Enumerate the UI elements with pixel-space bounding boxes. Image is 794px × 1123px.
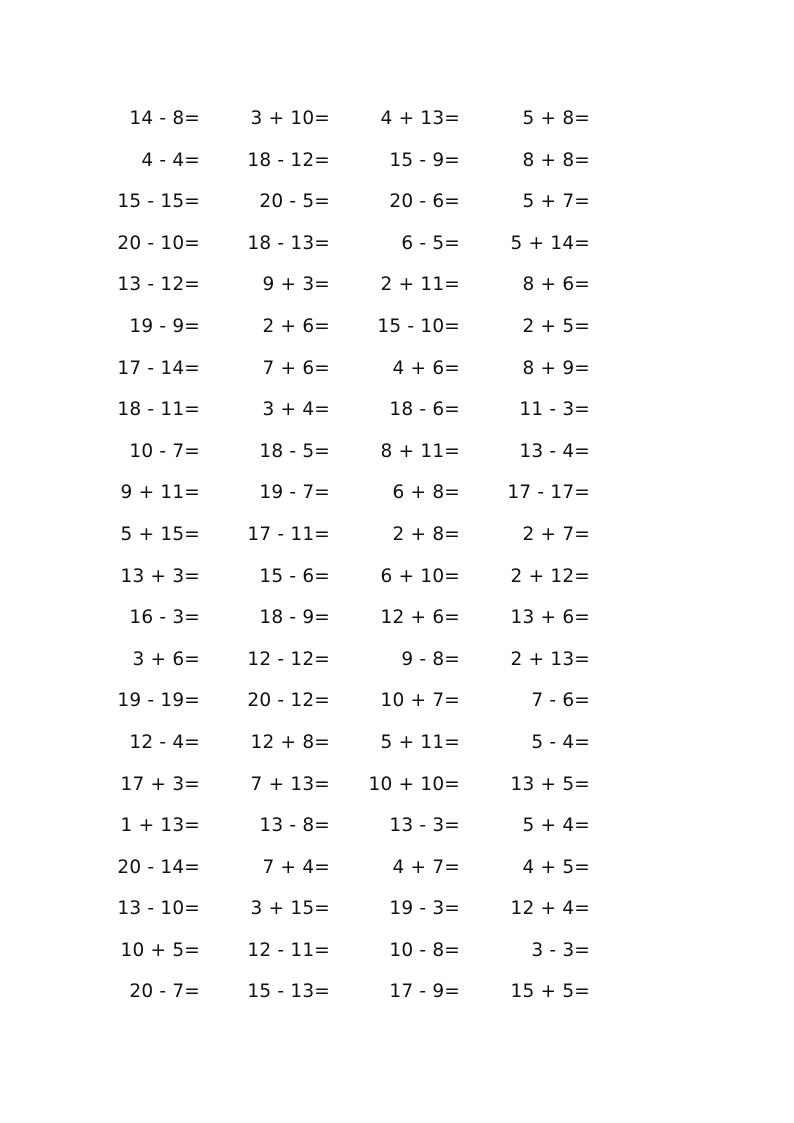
math-problem: 12 - 12= — [247, 648, 330, 670]
math-problem: 8 + 6= — [522, 274, 590, 296]
math-problem: 15 - 6= — [259, 565, 330, 587]
math-problem: 19 - 9= — [129, 315, 200, 337]
math-problem: 9 - 8= — [401, 648, 460, 670]
math-problem: 18 - 5= — [259, 440, 330, 462]
math-problem: 4 - 4= — [141, 149, 200, 171]
math-problem: 20 - 7= — [129, 981, 200, 1003]
math-problem: 5 + 8= — [522, 108, 590, 129]
math-problem: 18 - 6= — [389, 399, 460, 421]
math-problem: 17 - 11= — [247, 523, 330, 545]
math-problem: 18 - 13= — [247, 232, 330, 254]
math-problem: 13 - 10= — [117, 898, 200, 920]
math-problem: 8 + 8= — [522, 149, 590, 171]
math-problem: 6 - 5= — [401, 232, 460, 254]
math-problem: 9 + 11= — [120, 482, 200, 504]
math-problem: 13 + 5= — [510, 773, 590, 795]
math-problem: 19 - 3= — [389, 898, 460, 920]
math-problem: 2 + 13= — [510, 648, 590, 670]
math-problem: 19 - 19= — [117, 690, 200, 712]
math-problem: 18 - 9= — [259, 607, 330, 629]
math-problem: 15 - 9= — [389, 149, 460, 171]
math-problem: 13 - 8= — [259, 815, 330, 837]
math-problem: 5 + 15= — [120, 523, 200, 545]
math-problem: 7 + 6= — [262, 357, 330, 379]
math-problem: 4 + 13= — [380, 108, 460, 129]
math-problem: 18 - 12= — [247, 149, 330, 171]
math-problem: 3 + 6= — [132, 648, 200, 670]
math-problem: 12 - 4= — [129, 731, 200, 753]
math-problem: 13 + 3= — [120, 565, 200, 587]
math-problem: 17 - 14= — [117, 357, 200, 379]
math-problem: 10 + 5= — [120, 939, 200, 961]
math-problem: 4 + 6= — [392, 357, 460, 379]
math-problem: 4 + 7= — [392, 856, 460, 878]
math-problem: 2 + 6= — [262, 315, 330, 337]
math-problem: 6 + 8= — [392, 482, 460, 504]
math-problem: 2 + 7= — [522, 523, 590, 545]
math-problem: 15 - 15= — [117, 191, 200, 213]
math-problem: 12 + 6= — [380, 607, 460, 629]
math-problem: 20 - 12= — [247, 690, 330, 712]
math-problem: 15 - 10= — [377, 315, 460, 337]
math-problem: 11 - 3= — [519, 399, 590, 421]
math-problem: 14 - 8= — [129, 108, 200, 129]
math-problem: 20 - 5= — [259, 191, 330, 213]
problem-grid — [80, 98, 590, 1013]
math-problem: 20 - 14= — [117, 856, 200, 878]
math-problem: 10 + 7= — [380, 690, 460, 712]
math-problem: 13 + 6= — [510, 607, 590, 629]
math-problem: 17 - 17= — [507, 482, 590, 504]
math-problem: 20 - 10= — [117, 232, 200, 254]
math-problem: 15 + 5= — [510, 981, 590, 1003]
math-problem: 17 + 3= — [120, 773, 200, 795]
math-problem: 3 + 15= — [250, 898, 330, 920]
math-problem: 3 + 4= — [262, 399, 330, 421]
math-problem: 7 + 13= — [250, 773, 330, 795]
math-problem: 4 + 5= — [522, 856, 590, 878]
math-problem: 12 + 4= — [510, 898, 590, 920]
math-problem: 2 + 5= — [522, 315, 590, 337]
math-problem: 19 - 7= — [259, 482, 330, 504]
math-problem: 12 - 11= — [247, 939, 330, 961]
math-problem: 13 - 3= — [389, 815, 460, 837]
math-problem: 1 + 13= — [120, 815, 200, 837]
math-problem: 5 + 11= — [380, 731, 460, 753]
math-problem: 20 - 6= — [389, 191, 460, 213]
math-problem: 17 - 9= — [389, 981, 460, 1003]
math-problem: 3 + 10= — [250, 108, 330, 129]
math-problem: 9 + 3= — [262, 274, 330, 296]
math-problem: 3 - 3= — [531, 939, 590, 961]
math-problem: 5 + 4= — [522, 815, 590, 837]
math-problem: 13 - 4= — [519, 440, 590, 462]
math-problem: 8 + 9= — [522, 357, 590, 379]
math-problem: 18 - 11= — [117, 399, 200, 421]
math-problem: 2 + 8= — [392, 523, 460, 545]
math-problem: 5 + 7= — [522, 191, 590, 213]
math-problem: 8 + 11= — [380, 440, 460, 462]
math-problem: 5 - 4= — [531, 731, 590, 753]
math-problem: 6 + 10= — [380, 565, 460, 587]
math-problem: 2 + 11= — [380, 274, 460, 296]
math-problem: 5 + 14= — [510, 232, 590, 254]
math-problem: 10 - 8= — [389, 939, 460, 961]
math-problem: 10 - 7= — [129, 440, 200, 462]
math-problem: 13 - 12= — [117, 274, 200, 296]
math-problem: 7 - 6= — [531, 690, 590, 712]
math-problem: 2 + 12= — [510, 565, 590, 587]
math-problem: 10 + 10= — [368, 773, 460, 795]
math-problem: 12 + 8= — [250, 731, 330, 753]
math-problem: 16 - 3= — [129, 607, 200, 629]
math-problem: 7 + 4= — [262, 856, 330, 878]
math-problem: 15 - 13= — [247, 981, 330, 1003]
